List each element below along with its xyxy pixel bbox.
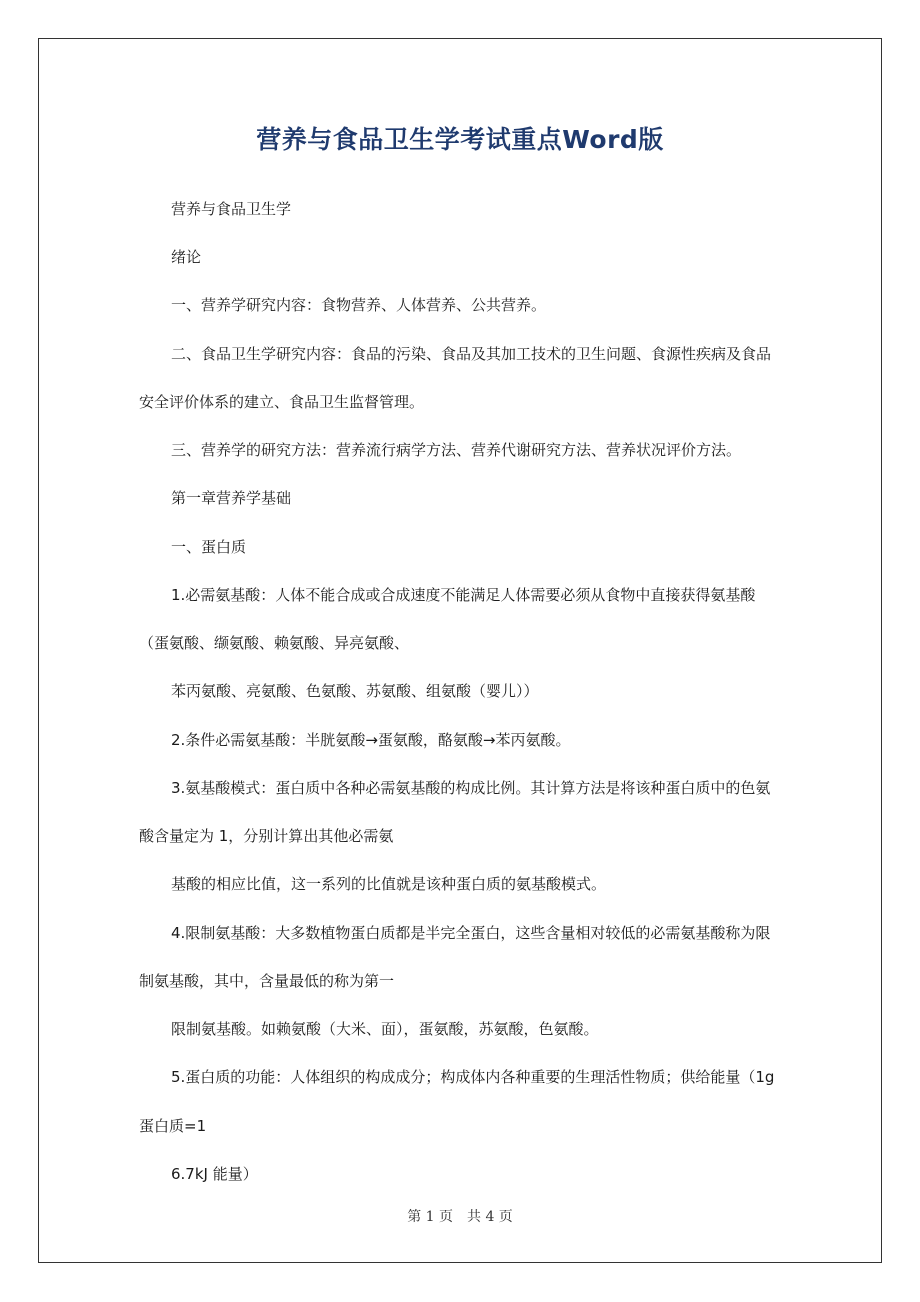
text-line: 绪论 xyxy=(171,248,202,266)
text-line: 2.条件必需氨基酸：半胱氨酸→蛋氨酸，酪氨酸→苯丙氨酸。 xyxy=(171,731,571,749)
text-line: 安全评价体系的建立、食品卫生监督管理。 xyxy=(139,393,425,411)
text-line: 第一章营养学基础 xyxy=(171,489,292,507)
text-line: 苯丙氨酸、亮氨酸、色氨酸、苏氨酸、组氨酸（婴儿）） xyxy=(171,682,539,700)
text-line: 一、营养学研究内容：食物营养、人体营养、公共营养。 xyxy=(171,296,547,314)
text-line: 6.7kJ 能量） xyxy=(171,1165,258,1183)
text-line: 1.必需氨基酸：人体不能合成或合成速度不能满足人体需要必须从食物中直接获得氨基酸 xyxy=(171,586,756,604)
text-line: 基酸的相应比值，这一系列的比值就是该种蛋白质的氨基酸模式。 xyxy=(171,875,607,893)
text-line: 一、蛋白质 xyxy=(171,538,247,556)
text-line: 二、食品卫生学研究内容：食品的污染、食品及其加工技术的卫生问题、食源性疾病及食品 xyxy=(171,345,772,363)
text-line: （蛋氨酸、缬氨酸、赖氨酸、异亮氨酸、 xyxy=(139,634,410,652)
document-title: 营养与食品卫生学考试重点Word版 xyxy=(256,125,664,154)
text-line: 限制氨基酸。如赖氨酸（大米、面），蛋氨酸，苏氨酸，色氨酸。 xyxy=(171,1020,599,1038)
text-line: 三、营养学的研究方法：营养流行病学方法、营养代谢研究方法、营养状况评价方法。 xyxy=(171,441,742,459)
text-line: 酸含量定为 1，分别计算出其他必需氨 xyxy=(139,827,394,845)
text-line: 制氨基酸，其中，含量最低的称为第一 xyxy=(139,972,395,990)
text-line: 3.氨基酸模式：蛋白质中各种必需氨基酸的构成比例。其计算方法是将该种蛋白质中的色氨 xyxy=(171,779,771,797)
text-line: 4.限制氨基酸：大多数植物蛋白质都是半完全蛋白，这些含量相对较低的必需氨基酸称为限 xyxy=(171,924,771,942)
text-line: 5.蛋白质的功能：人体组织的构成成分；构成体内各种重要的生理活性物质；供给能量（1g xyxy=(171,1068,775,1086)
text-line: 蛋白质=1 xyxy=(139,1117,207,1135)
page-footer: 第 1 页 共 4 页 xyxy=(407,1209,513,1225)
text-line: 营养与食品卫生学 xyxy=(171,200,292,218)
